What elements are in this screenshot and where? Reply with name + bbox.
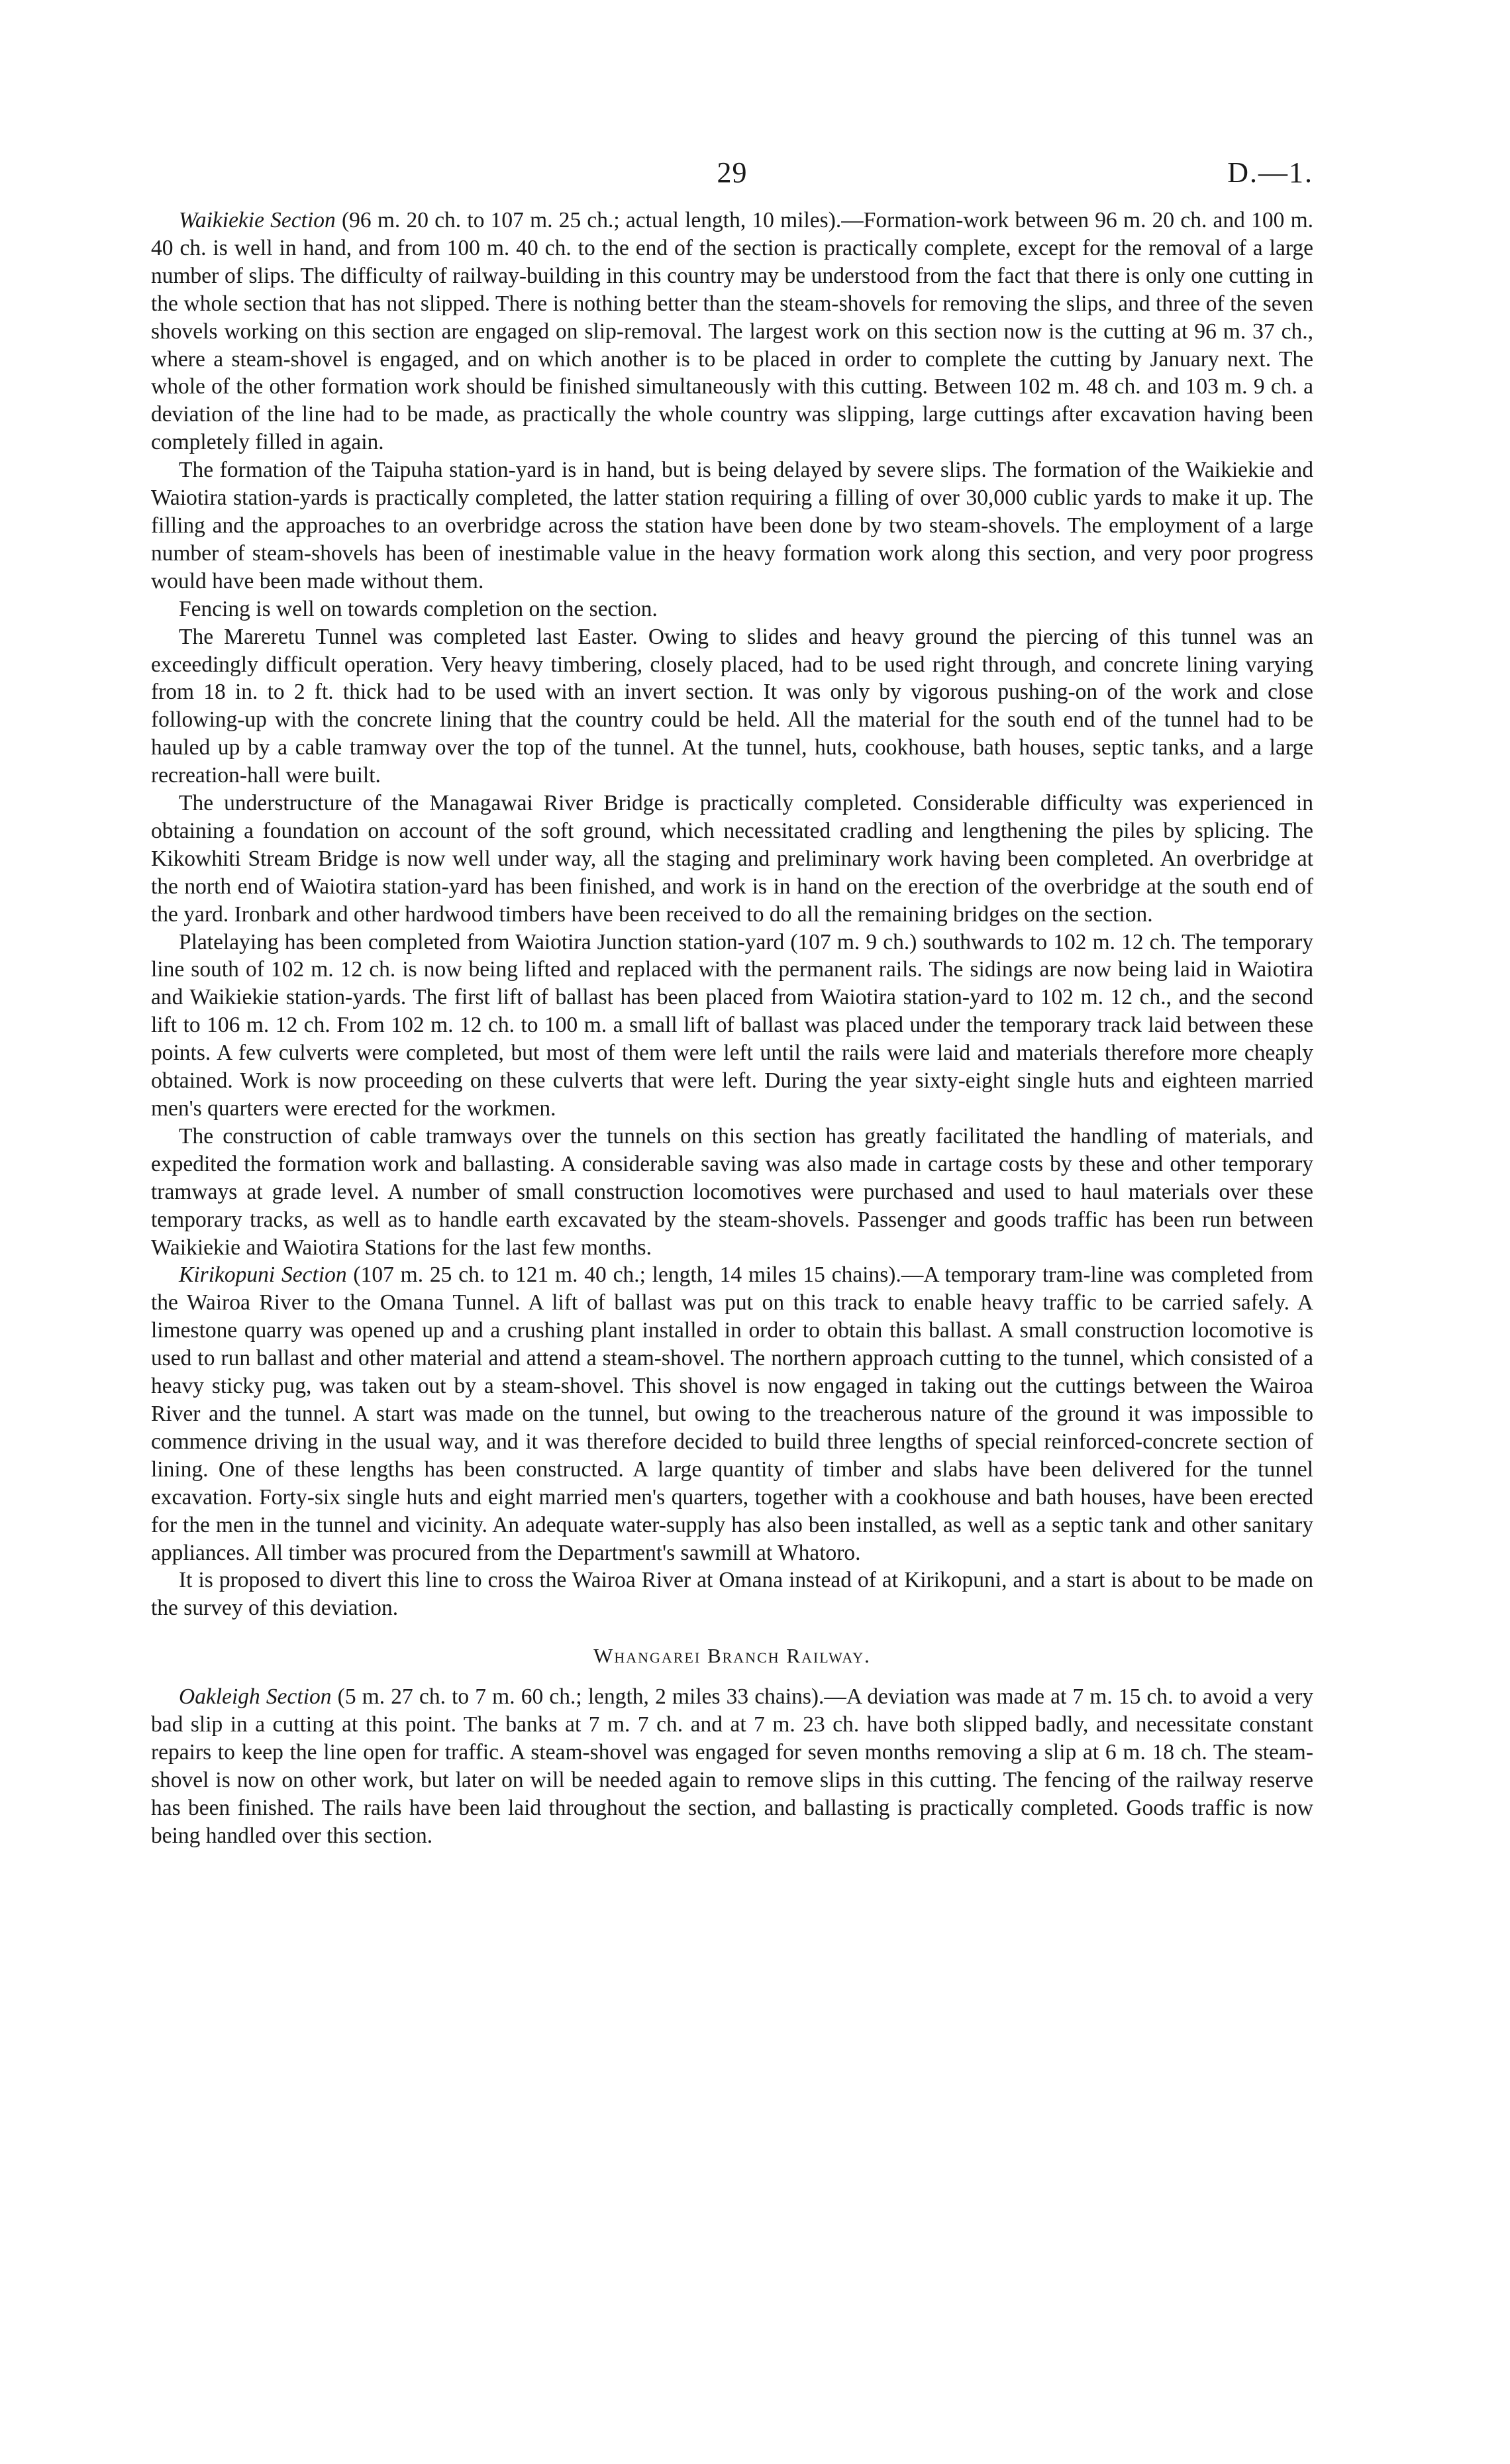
- paragraph-fencing: [151, 595, 1313, 623]
- paragraph-cable-tramways: [151, 1123, 1313, 1262]
- paragraph-text: The understructure of the Managawai River Bridge is practically completed. Considerable difficulty was experienced in obtaining a foundation on account of the soft ground, which necessitated cradling and lengthening the piles by splicing. The Kikowhiti Stream Bridge is now well under way, all the staging and preliminary work having been completed. An overbridge at the north end of Waiotira station-yard has been finished, and work is in hand on the erection of the overbridge at the south end of the yard. Ironbark and other hardwood timbers have been received to do all the remaining bridges on the section.: [151, 791, 1313, 927]
- section-lead: Kirikopuni Section: [179, 1262, 347, 1288]
- paragraph-omana-deviation: [151, 1566, 1313, 1622]
- paragraph-text: (107 m. 25 ch. to 121 m. 40 ch.; length, 14 miles 15 chains).—A temporary tram-line was completed from the Wairoa River to the Omana Tunnel. A lift of ballast was put on this track to enable heavy traffic to be carried safely. A limestone quarry was opened up and a crushing plant installed in order to obtain this ballast. A small construction locomotive is used to run ballast and other material and attend a steam-shovel. The northern approach cutting to the tunnel, which consisted of a heavy sticky pug, was taken out by a steam-shovel. This shovel is now engaged in taking out the cuttings between the Wairoa River and the tunnel. A start was made on the tunnel, but owing to the treacherous nature of the ground it was impossible to commence driving in the usual way, and it was therefore decided to build three lengths of special reinforced-concrete section of lining. One of these lengths has been constructed. A large quantity of timber and slabs have been delivered for the tunnel excavation. Forty-six single huts and eight married men's quarters, together with a cookhouse and bath houses, have been erected for the men in the tunnel and vicinity. An adequate water-supply has also been installed, as well as a septic tank and other sanitary appliances. All timber was procured from the Department's sawmill at Whatoro.: [151, 1262, 1313, 1565]
- paragraph-kirikopuni-section: [151, 1261, 1313, 1566]
- section-lead: Oakleigh Section: [179, 1684, 332, 1710]
- body-text: [151, 207, 1313, 1850]
- paragraph-text: (5 m. 27 ch. to 7 m. 60 ch.; length, 2 miles 33 chains).—A deviation was made at 7 m. 15 ch. to avoid a very bad slip in a cutting at this point. The banks at 7 m. 7 ch. and at 7 m. 23 ch. have both slipped badly, and necessitate constant repairs to keep the line open for traffic. A steam-shovel was engaged for seven months removing a slip at 6 m. 18 ch. The steam-shovel is now on other work, but later on will be needed again to remove slips in this cutting. The fencing of the railway reserve has been finished. The rails have been laid throughout the section, and ballasting is practically completed. Goods traffic is now being handled over this section.: [151, 1684, 1313, 1848]
- paragraph-bridges: [151, 790, 1313, 929]
- paragraph-text: Fencing is well on towards completion on the section.: [179, 596, 658, 621]
- paragraph-waikiekie-section: [151, 207, 1313, 456]
- paragraph-mareretu-tunnel: [151, 623, 1313, 790]
- paragraph-text: The Mareretu Tunnel was completed last Easter. Owing to slides and heavy ground the piercing of this tunnel was an exceedingly difficult operation. Very heavy timbering, closely placed, had to be used right through, and concrete lining varying from 18 in. to 2 ft. thick had to be used with an invert section. It was only by vigorous pushing-on of the work and close following-up with the concrete lining that the country could be held. All the material for the south end of the tunnel had to be hauled up by a cable tramway over the top of the tunnel. At the tunnel, huts, cookhouse, bath houses, septic tanks, and a large recreation-hall were built.: [151, 624, 1313, 788]
- section-heading: Whangarei Branch Railway.: [593, 1644, 871, 1668]
- paragraph-text: Platelaying has been completed from Waiotira Junction station-yard (107 m. 9 ch.) southwards to 102 m. 12 ch. The temporary line south of 102 m. 12 ch. is now being lifted and replaced with the permanent rails. The sidings are now being laid in Waiotira and Waikiekie station-yards. The first lift of ballast has been placed from Waiotira station-yard to 102 m. 12 ch., and the second lift to 106 m. 12 ch. From 102 m. 12 ch. to 100 m. a small lift of ballast was placed under the temporary track laid between these points. A few culverts were completed, but most of them were left until the rails were laid and materials therefore more cheaply obtained. Work is now proceeding on these culverts that were left. During the year sixty-eight single huts and eighteen married men's quarters were erected for the workmen.: [151, 929, 1313, 1121]
- paragraph-text: The formation of the Taipuha station-yard is in hand, but is being delayed by severe slips. The formation of the Waikiekie and Waiotira station-yards is practically completed, the latter station requiring a filling of over 30,000 cublic yards to make it up. The filling and the approaches to an overbridge across the station have been done by two steam-shovels. The employment of a large number of steam-shovels has been of inestimable value in the heavy formation work along this section, and very poor progress would have been made without them.: [151, 458, 1313, 593]
- paragraph-text: The construction of cable tramways over the tunnels on this section has greatly facilitated the handling of materials, and expedited the formation work and ballasting. A considerable saving was also made in cartage costs by these and other temporary tramways at grade level. A number of small construction locomotives were purchased and used to haul materials over these temporary tracks, as well as to handle earth excavated by the steam-shovels. Passenger and goods traffic has been run between Waikiekie and Waiotira Stations for the last few months.: [151, 1123, 1313, 1260]
- paragraph-oakleigh-section: [151, 1683, 1313, 1849]
- paragraph-text: (96 m. 20 ch. to 107 m. 25 ch.; actual length, 10 miles).—Formation-work between 96 m. 20 ch. and 100 m. 40 ch. is well in hand, and from 100 m. 40 ch. to the end of the section is practically complete, except for the removal of a large number of slips. The difficulty of railway-building in this country may be understood from the fact that there is only one cutting in the whole section that has not slipped. There is nothing better than the steam-shovels for removing the slips, and three of the seven shovels working on this section are engaged on slip-removal. The largest work on this section now is the cutting at 96 m. 37 ch., where a steam-shovel is engaged, and on which another is to be placed in order to complete the cutting by January next. The whole of the other formation work should be finished simultaneously with this cutting. Between 102 m. 48 ch. and 103 m. 9 ch. a deviation of the line had to be made, as practically the whole country was slipping, large cuttings after excavation having been completely filled in again.: [151, 208, 1313, 455]
- paragraph-station-yards: [151, 456, 1313, 595]
- section-lead: Waikiekie Section: [179, 208, 336, 232]
- page-number: 29: [717, 156, 748, 189]
- paragraph-platelaying: [151, 929, 1313, 1123]
- document-page: [151, 152, 1313, 1850]
- paragraph-text: It is proposed to divert this line to cross the Wairoa River at Omana instead of at Kirikopuni, and a start is about to be made on the survey of this deviation.: [151, 1568, 1313, 1621]
- document-reference: D.—1.: [1227, 156, 1313, 189]
- page-header: [151, 152, 1313, 193]
